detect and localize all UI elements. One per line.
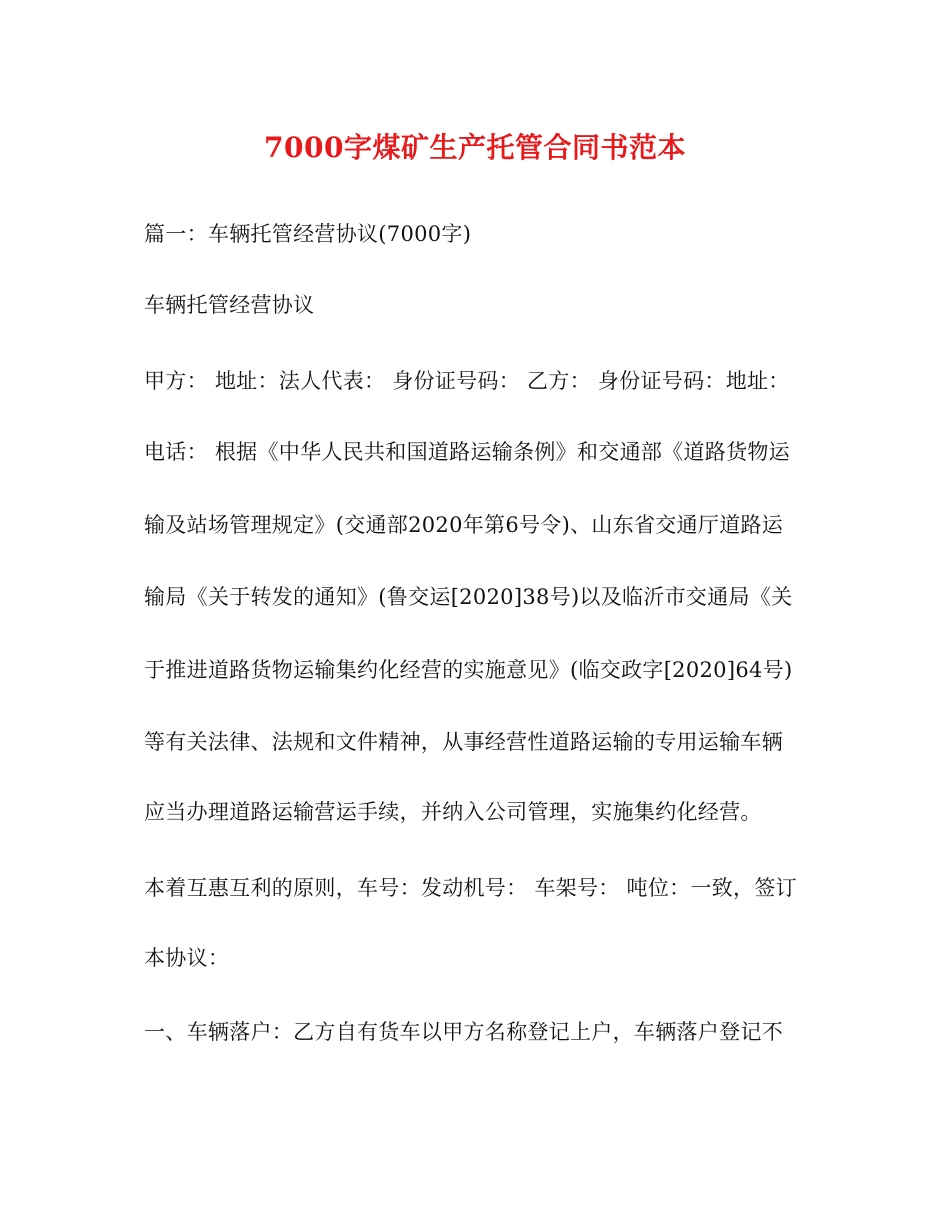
document-title: 7000字煤矿生产托管合同书范本 [264, 131, 686, 164]
paragraph-line: 等有关法律、法规和文件精神，从事经营性道路运输的专用运输车辆 [144, 730, 783, 754]
agreement-title: 车辆托管经营协议 [144, 293, 315, 317]
paragraph-line: 输及站场管理规定》(交通部2020年第6号令)、山东省交通厅道路运 [144, 513, 784, 537]
paragraph-line: 甲方： 地址：法人代表： 身份证号码： 乙方： 身份证号码：地址： [144, 369, 790, 393]
paragraph-line: 输局《关于转发的通知》(鲁交运[2020]38号)以及临沂市交通局《关 [144, 585, 793, 609]
paragraph-line: 应当办理道路运输营运手续，并纳入公司管理，实施集约化经营。 [144, 800, 762, 824]
clause-line: 一、车辆落户：乙方自有货车以甲方名称登记上户，车辆落户登记不 [144, 1020, 783, 1044]
section-heading: 篇一：车辆托管经营协议(7000字) [144, 222, 472, 246]
paragraph-line: 本协议： [144, 946, 230, 970]
paragraph-line: 于推进道路货物运输集约化经营的实施意见》(临交政字[2020]64号) [144, 658, 793, 682]
paragraph-line: 本着互惠互利的原则，车号：发动机号： 车架号： 吨位：一致，签订 [144, 876, 797, 900]
paragraph-line: 电话： 根据《中华人民共和国道路运输条例》和交通部《道路货物运 [144, 440, 790, 464]
